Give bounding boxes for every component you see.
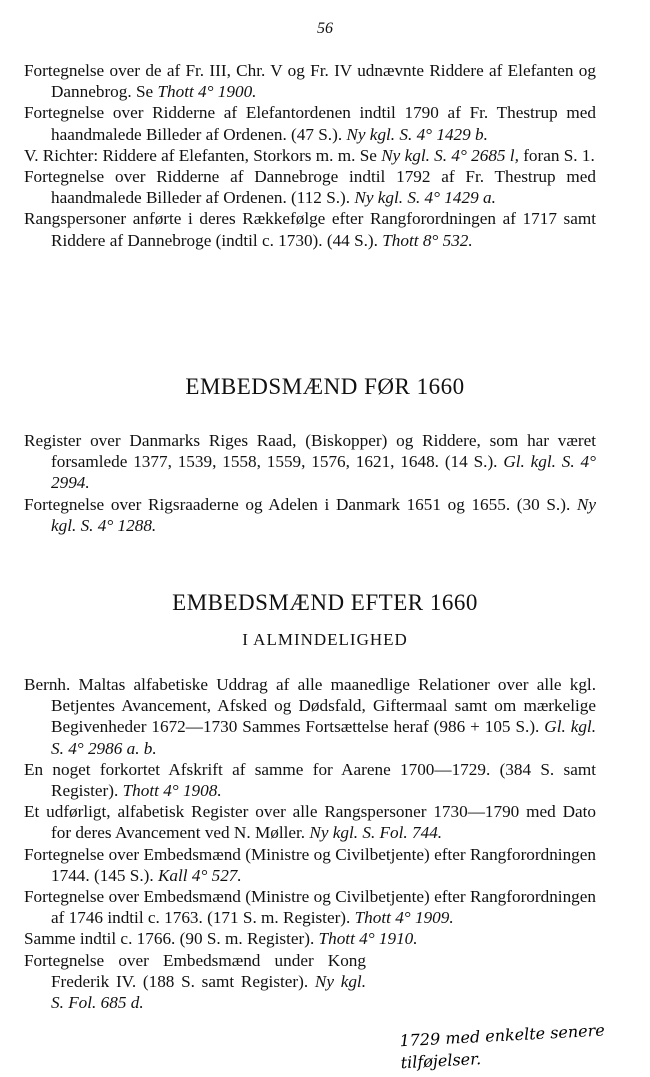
- section-heading-before-1660: EMBEDSMÆND FØR 1660: [185, 374, 465, 399]
- list-item: Fortegnelse over Embedsmænd under Kong Frederik IV. (188 S. samt Register). Ny kgl. S. Fol. 685 d.: [24, 950, 366, 1013]
- list-item: Fortegnelse over Embedsmænd (Ministre og Civilbetjente) efter Rangforordningen af 1746 indtil c. 1763. (171 S. m. Register). Thott 4° 1909.: [24, 887, 596, 928]
- list-item: Samme indtil c. 1766. (90 S. m. Register). Thott 4° 1910.: [24, 929, 418, 949]
- list-item: Et udførligt, alfabetisk Register over alle Rangspersoner 1730—1790 med Dato for deres Avancement ved N. Møller. Ny kgl. S. Fol. 744.: [24, 802, 596, 843]
- list-item: Fortegnelse over Embedsmænd (Ministre og Civilbetjente) efter Rangforordningen 1744. (145 S.). Kall 4° 527.: [24, 844, 596, 885]
- handwritten-note: 1729 med enkelte senere tilføjelser.: [399, 1020, 606, 1073]
- list-item: Register over Danmarks Riges Raad, (Biskopper) og Riddere, som har været forsamlede 1377, 1539, 1558, 1559, 1576, 1621, 1648. (14 S.). Gl. kgl. S. 4° 2994.: [24, 431, 596, 493]
- list-item: Fortegnelse over de af Fr. III, Chr. V og Fr. IV udnævnte Riddere af Elefanten og Dannebrog. Se Thott 4° 1900.: [24, 61, 596, 102]
- list-item: V. Richter: Riddere af Elefanten, Storkors m. m. Se Ny kgl. S. 4° 2685 l, foran S. 1.: [24, 145, 595, 165]
- section-heading-after-1660: EMBEDSMÆND EFTER 1660: [172, 590, 478, 615]
- list-item: Bernh. Maltas alfabetiske Uddrag af alle maanedlige Relationer over alle kgl. Betjentes Avancement, Afsked og Dødsfald, Giftermaal samt om mærkelige Begivenheder 1672—1730 Sammes Fortsættelse heraf (986 + 105 S.). Gl. kgl. S. 4° 2986 a. b.: [24, 675, 596, 758]
- list-item: Fortegnelse over Ridderne af Elefantordenen indtil 1790 af Fr. Thestrup med haandmalede Billeder af Ordenen. (47 S.). Ny kgl. S. 4° 1429 b.: [24, 103, 596, 144]
- section-knights: [24, 60, 596, 251]
- section-officials-before-1660: [24, 430, 596, 536]
- section-officials-after-1660: [24, 674, 596, 1013]
- list-item: Rangspersoner anførte i deres Rækkefølge efter Rangforordningen af 1717 samt Riddere af Dannebroge (indtil c. 1730). (44 S.). Thott 8° 532.: [24, 209, 596, 250]
- list-item: En noget forkortet Afskrift af samme for Aarene 1700—1729. (384 S. samt Register). Thott 4° 1908.: [24, 759, 596, 801]
- list-item: Fortegnelse over Rigsraaderne og Adelen i Danmark 1651 og 1655. (30 S.). Ny kgl. S. 4° 1288.: [24, 494, 596, 535]
- list-item: Fortegnelse over Ridderne af Dannebroge indtil 1792 af Fr. Thestrup med haandmalede Billeder af Ordenen. (112 S.). Ny kgl. S. 4° 1429 a.: [24, 167, 596, 208]
- section-subheading: I ALMINDELIGHED: [242, 630, 408, 649]
- page-number: 56: [317, 20, 333, 37]
